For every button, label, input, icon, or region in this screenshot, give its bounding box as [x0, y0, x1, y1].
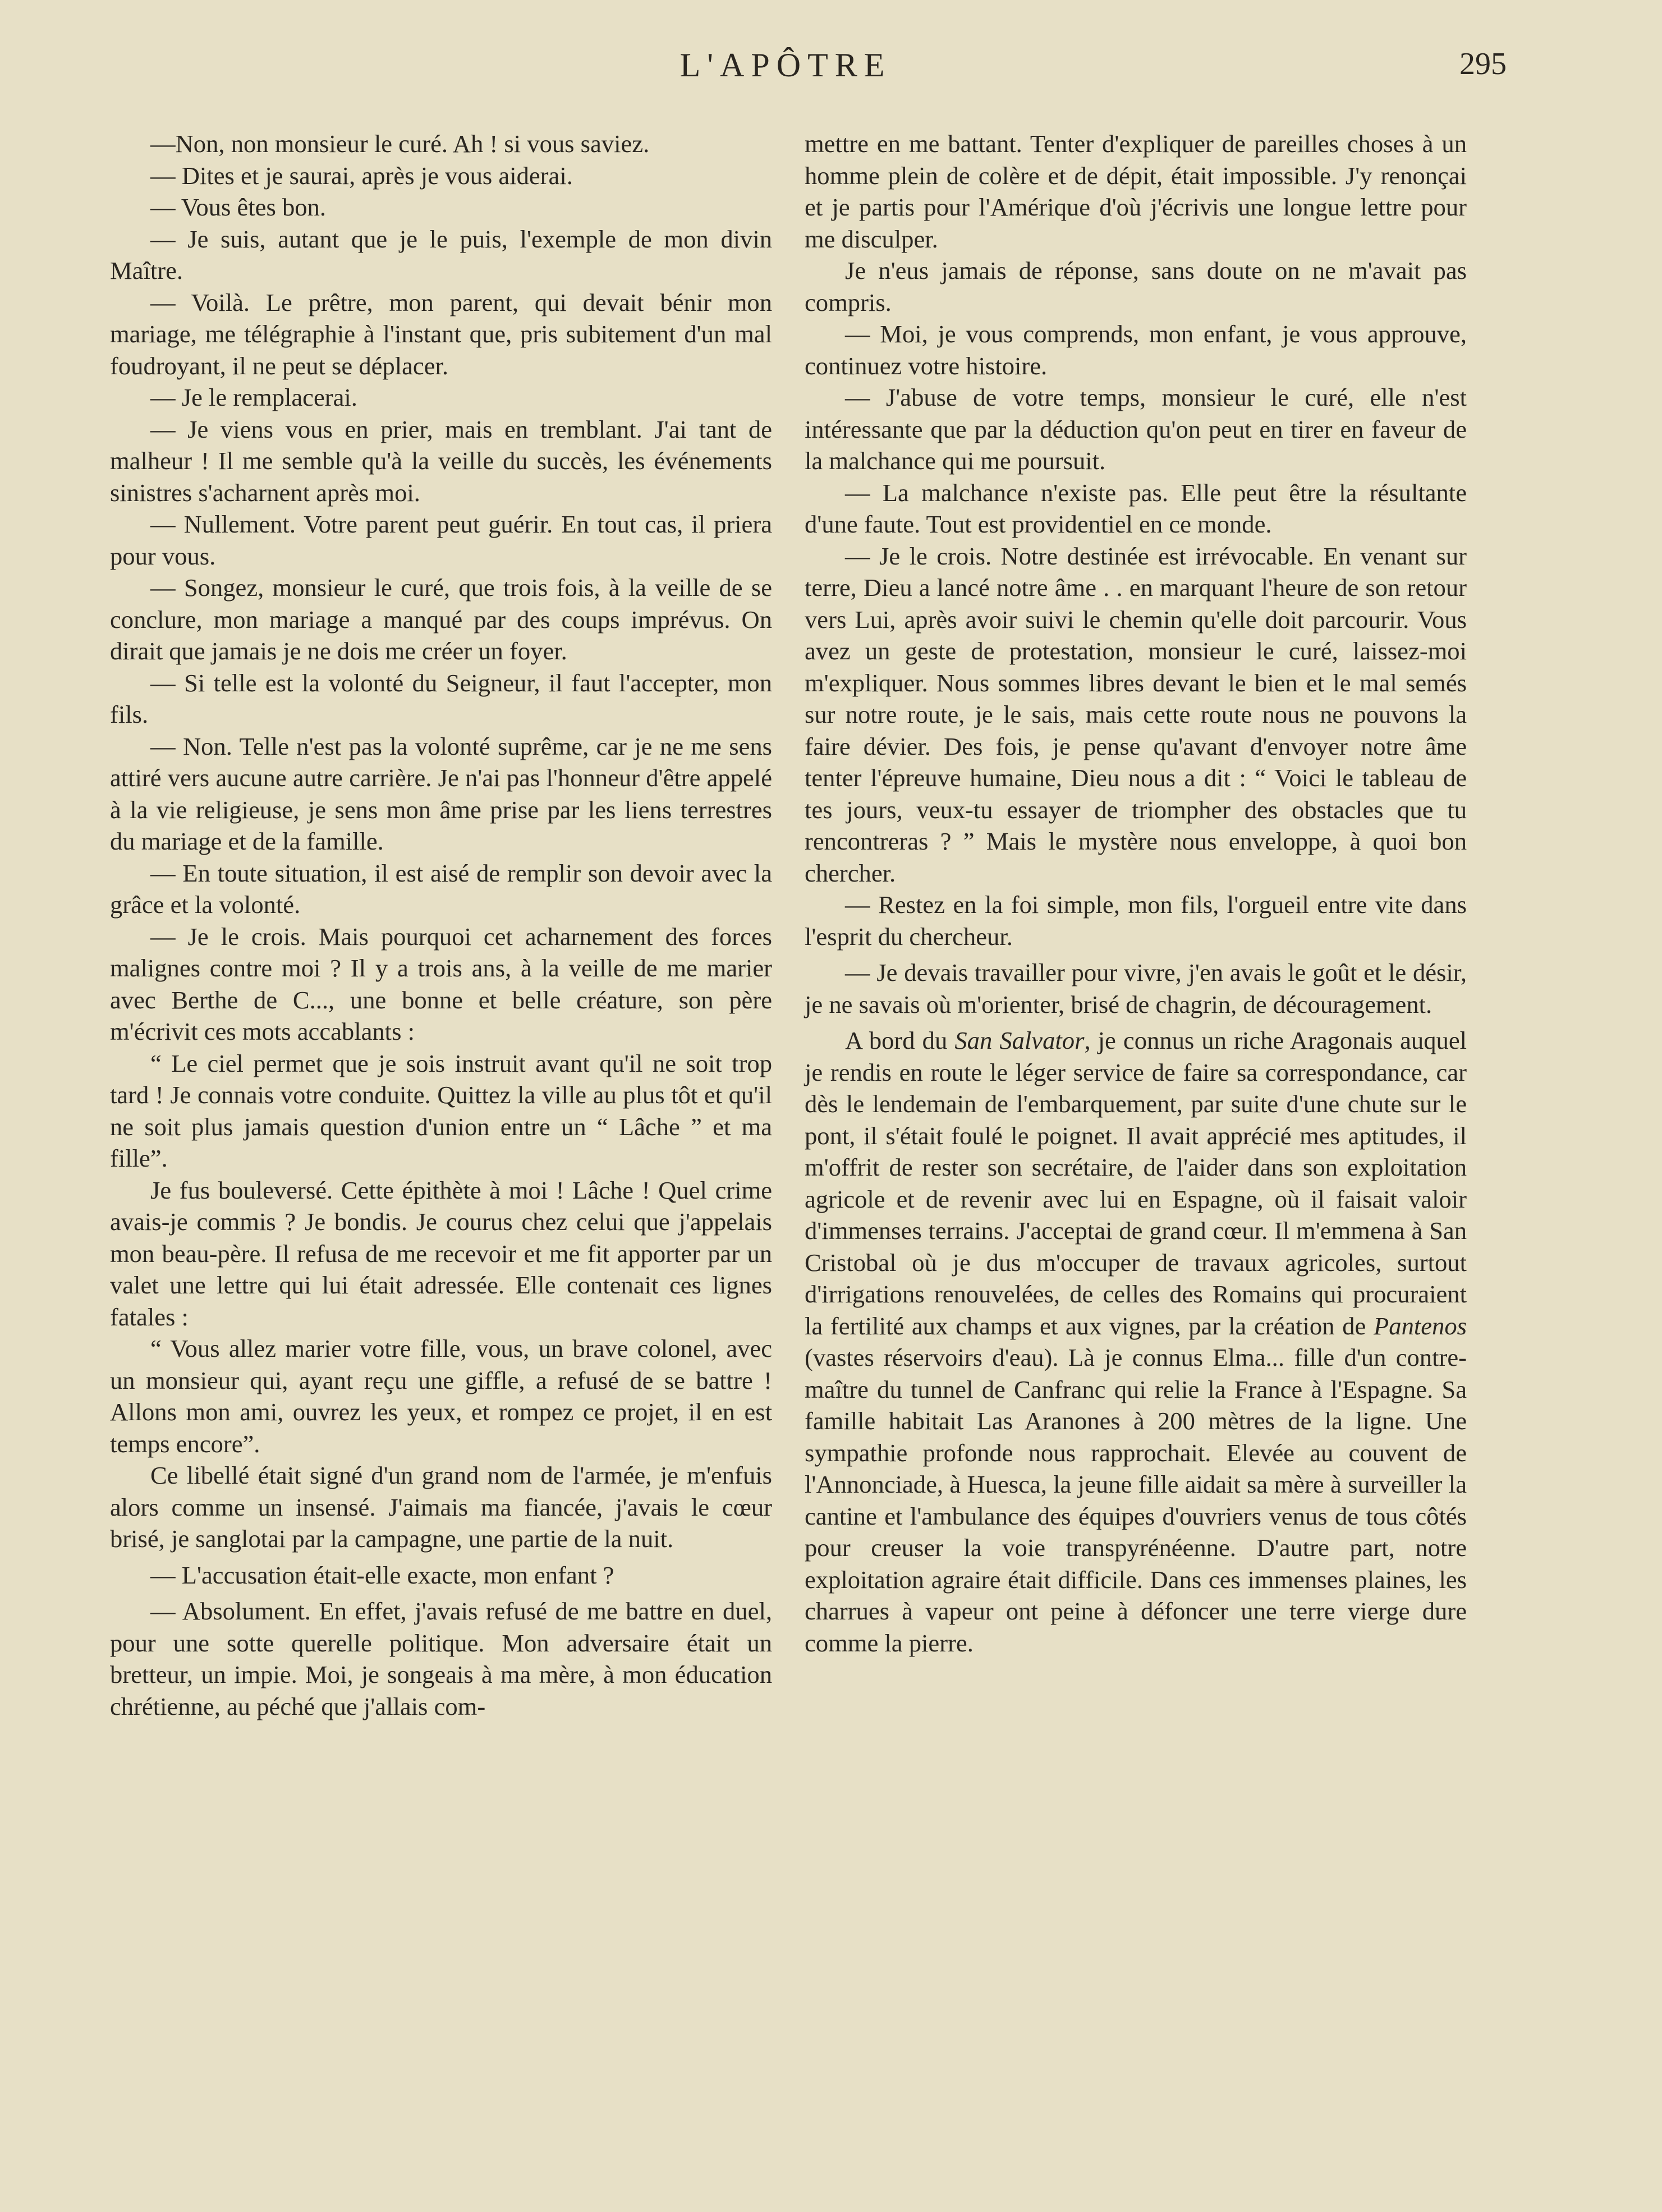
running-title: L'APÔTRE: [680, 47, 892, 84]
paragraph: — Absolument. En effet, j'avais refusé de me battre en duel, pour une sotte querelle politique. Mon adversaire était un bretteur, un impie. Moi, je songeais à ma mère, à mon éducation chrétienne, au péché que j'allais com-: [110, 1597, 772, 1720]
paragraph: — Je suis, autant que je le puis, l'exemple de mon divin Maître.: [110, 224, 772, 284]
paragraph: — J'abuse de votre temps, monsieur le curé, elle n'est intéressante que par la déduction qu'on peut en tirer en faveur de la malchance qui me poursuit.: [805, 383, 1467, 475]
page-number: 295: [1459, 47, 1507, 81]
italic-term: San Salvator: [954, 1026, 1085, 1054]
paragraph: — Nullement. Votre parent peut guérir. En tout cas, il priera pour vous.: [110, 510, 772, 570]
paragraph: — Moi, je vous comprends, mon enfant, je vous approuve, continuez votre histoire.: [805, 320, 1467, 380]
paragraph: — Je viens vous en prier, mais en tremblant. J'ai tant de malheur ! Il me semble qu'à la veille du succès, les événements sinistres s'acharnent après moi.: [110, 415, 772, 507]
paragraph: Ce libellé était signé d'un grand nom de l'armée, je m'enfuis alors comme un insensé. J'aimais ma fiancée, j'avais le cœur brisé, je sanglotai par la campagne, une partie de la nuit.: [110, 1461, 772, 1553]
left-column: [110, 128, 772, 1722]
paragraph: — Je le remplacerai.: [150, 383, 357, 411]
paragraph: Je n'eus jamais de réponse, sans doute on ne m'avait pas compris.: [805, 256, 1467, 316]
paragraph: Je fus bouleversé. Cette épithète à moi ! Lâche ! Quel crime avais-je commis ? Je bondis. Je courus chez celui que j'appelais mon beau-père. Il refusa de me recevoir et me fit apporter par un valet une lettre qui lui était adressée. Elle contenait ces lignes fatales :: [110, 1176, 772, 1331]
paragraph: mettre en me battant. Tenter d'expliquer de pareilles choses à un homme plein de colère et de dépit, était impossible. J'y renonçai et je partis pour l'Amérique d'où j'écrivis une longue lettre pour me disculper.: [805, 130, 1467, 253]
paragraph: — Dites et je saurai, après je vous aiderai.: [150, 161, 573, 190]
paragraph: “ Vous allez marier votre fille, vous, un brave colonel, avec un monsieur qui, ayant reçu une giffle, a refusé de se battre ! Allons mon ami, ouvrez les yeux, et rompez ce projet, il en est temps encore”.: [110, 1334, 772, 1458]
paragraph: — Je devais travailler pour vivre, j'en avais le goût et le désir, je ne savais où m'orienter, brisé de chagrin, de découragement.: [805, 958, 1467, 1018]
paragraph: — Voilà. Le prêtre, mon parent, qui devait bénir mon mariage, me télégraphie à l'instant que, pris subitement d'un mal foudroyant, il ne peut se déplacer.: [110, 288, 772, 380]
paragraph: — Si telle est la volonté du Seigneur, il faut l'accepter, mon fils.: [110, 668, 772, 728]
paragraph: — L'accusation était-elle exacte, mon enfant ?: [150, 1561, 614, 1589]
paragraph: — La malchance n'existe pas. Elle peut être la résultante d'une faute. Tout est providentiel en ce monde.: [805, 478, 1467, 538]
paragraph: — Songez, monsieur le curé, que trois fois, à la veille de se conclure, mon mariage a manqué par des coups imprévus. On dirait que jamais je ne dois me créer un foyer.: [110, 573, 772, 665]
paragraph: “ Le ciel permet que je sois instruit avant qu'il ne soit trop tard ! Je connais votre conduite. Quittez la ville au plus tôt et qu'il ne soit plus jamais question d'union entre un “ Lâche ” et ma fille”.: [110, 1049, 772, 1172]
paragraph: — Restez en la foi simple, mon fils, l'orgueil entre vite dans l'esprit du chercheur.: [805, 891, 1467, 951]
paragraph: — Je le crois. Mais pourquoi cet acharnement des forces malignes contre moi ? Il y a trois ans, à la veille de me marier avec Berthe de C..., une bonne et belle créature, son père m'écrivit ces mots accablants :: [110, 922, 772, 1045]
paragraph: A bord du San Salvator, je connus un riche Aragonais auquel je rendis en route le léger service de faire sa correspondance, car dès le lendemain de l'embarquement, par suite d'une chute sur le pont, il s'était foulé le poignet. Il avait apprécié mes aptitudes, il m'offrit de rester son secrétaire, de l'aider dans son exploitation agricole et de revenir avec lui en Espagne, où il faisait valoir d'immenses terrains. J'acceptai de grand cœur. Il m'emmena à San Cristobal où je dus m'occuper de travaux agricoles, surtout d'irrigations renouvelées, de celles des Romains qui procuraient la fertilité aux champs et aux vignes, par la création de Pantenos (vastes réservoirs d'eau). Là je connus Elma... fille d'un contre-maître du tunnel de Canfranc qui relie la France à l'Espagne. Sa famille habitait Las Aranones à 200 mètres de la ligne. Une sympathie profonde nous rapprochait. Elevée au couvent de l'Annonciade, à Huesca, la jeune fille aidait sa mère à surveiller la cantine et l'ambulance des équipes d'ouvriers venus de tous côtés pour creuser la voie transpyrénéenne. D'autre part, notre exploitation agraire était difficile. Dans ces immenses plaines, les charrues à vapeur ont peine à défoncer une terre vierge dure comme la pierre.: [805, 1026, 1467, 1657]
paragraph: — Vous êtes bon.: [150, 193, 327, 221]
italic-term: Pantenos: [1374, 1311, 1467, 1340]
right-column: [805, 128, 1467, 1659]
paragraph: —Non, non monsieur le curé. Ah ! si vous saviez.: [150, 130, 650, 158]
paragraph: — En toute situation, il est aisé de remplir son devoir avec la grâce et la volonté.: [110, 859, 772, 919]
paragraph: — Je le crois. Notre destinée est irrévocable. En venant sur terre, Dieu a lancé notre âme . . en marquant l'heure de son retour vers Lui, après avoir suivi le chemin qu'elle doit parcourir. Vous avez un geste de protestation, monsieur le curé, laissez-moi m'expliquer. Nous sommes libres devant le bien et le mal semés sur notre route, je le sais, mais cette route nous ne pouvons la faire dévier. Des fois, je pense qu'avant d'envoyer notre âme tenter l'épreuve humaine, Dieu nous a dit : “ Voici le tableau de tes jours, veux-tu essayer de triompher des obstacles que tu rencontreras ? ” Mais le mystère nous enveloppe, à quoi bon chercher.: [805, 541, 1467, 887]
paragraph: — Non. Telle n'est pas la volonté suprême, car je ne me sens attiré vers aucune autre carrière. Je n'ai pas l'honneur d'être appelé à la vie religieuse, je sens mon âme prise par les liens terrestres du mariage et de la famille.: [110, 732, 772, 855]
